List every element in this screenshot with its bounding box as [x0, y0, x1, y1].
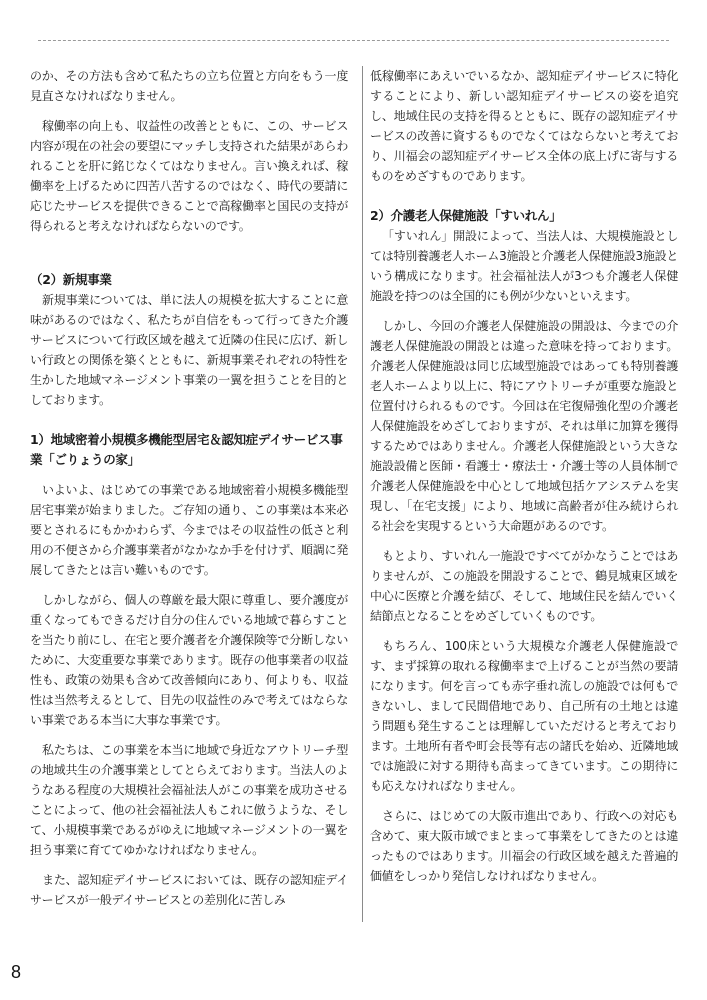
left-paragraph-1: のか、その方法も含めて私たちの立ち位置と方向をもう一度見直さなければなりません。	[30, 69, 348, 103]
right-paragraph-5: もちろん、100床という大規模な介護老人保健施設です、まず採算の取れる稼働率まで上げることが当然の要請になります。何を言っても赤字垂れ流しの施設では何もできないし、まして民間借地であり、自己所有の土地とは違う問題も発生することは理解していただけると考えております。土地所有者や町会長等有志の諸氏を始め、近隣地域では施設に対する期待も高まってきています。この期待にも応えなければなりません。	[370, 639, 678, 793]
right-paragraph-3: しかし、今回の介護老人保健施設の開設は、今までの介護老人保健施設の開設とは違った意味を持っております。介護老人保健施設は同じ広域型施設ではあっても特別養護老人ホームより以上に、特にアウトリーチが重要な施設と位置付けられるものです。今回は在宅復帰強化型の介護老人保健施設をめざしておりますが、それは単に加算を獲得するためではありません。介護老人保健施設という大きな施設設備と医師・看護士・療法士・介護士等の人員体制で介護老人保健施設を中心として地域包括ケアシステムを実現し、「在宅支援」により、地域に高齢者が住み続けられる社会を実現するという大命題があるのです。	[370, 319, 678, 533]
left-column	[30, 66, 348, 910]
subheading-suiren: 2）介護老人保健施設「すいれん」	[370, 208, 562, 223]
right-paragraph-2: 「すいれん」開設によって、当法人は、大規模施設としては特別養護老人ホーム3施設と介護老人保健施設3施設という構成になります。社会福祉法人が3つも介護老人保健施設を持つのは全国的にも例が少ないといえます。	[370, 229, 678, 303]
right-paragraph-4: もとより、すいれん一施設ですべてがかなうことではありませんが、この施設を開設することで、鶴見城東区域を中心に医療と介護を結び、そして、地域住民を結んでいく結節点となることをめざしていくものです。	[370, 549, 678, 623]
section-heading-new-business: （2）新規事業	[30, 272, 112, 287]
left-paragraph-3: 新規事業については、単に法人の規模を拡大することに意味があるのではなく、私たちが自信をもって行ってきた介護サービスについて行政区域を越えて近隣の住民に広げ、新しい行政との関係を築くとともに、新規事業それぞれの特性を生かした地域マネージメント事業の一翼を担うことを目的としております。	[30, 293, 348, 407]
left-paragraph-7: また、認知症デイサービスにおいては、既存の認知症デイサービスが一般デイサービスとの差別化に苦しみ	[30, 873, 348, 907]
left-paragraph-5: しかしながら、個人の尊厳を最大限に尊重し、要介護度が重くなってもできるだけ自分の住んでいる地域で暮らすことを当たり前にし、在宅と要介護者を介護保険等で分断しないために、大変重要な事業であります。既存の他事業者の収益性も、政策の効果も含めて改善傾向にあり、何よりも、収益性は当然考えるとして、目先の収益性のみで考えてはならない事業である本当に大事な事業です。	[30, 593, 348, 727]
right-paragraph-6: さらに、はじめての大阪市進出であり、行政への対応も含めて、東大阪市域でまとまって事業をしてきたのとは違ったものではあります。川福会の行政区域を越えた普遍的価値をしっかり発信しなければなりません。	[370, 809, 678, 883]
left-paragraph-4: いよいよ、はじめての事業である地域密着小規模多機能型居宅事業が始まりました。ご存知の通り、この事業は本来必要とされるにもかかわらず、今まではその収益性の低さと利用の不便さから介護事業者がなかなか手を付けず、順調に発展してきたとは言い難いものです。	[30, 483, 348, 577]
column-divider	[362, 66, 363, 922]
left-paragraph-6: 私たちは、この事業を本当に地域で身近なアウトリーチ型の地域共生の介護事業としてとらえております。当法人のようなある程度の大規模社会福祉法人がこの事業を成功させることによって、他の社会福祉法人もこれに倣うような、そして、小規模事業であるがゆえに地域マネージメントの一翼を担う事業に育ててゆかなければなりません。	[30, 743, 348, 857]
right-column	[370, 66, 678, 886]
page-number: 8	[11, 962, 22, 982]
left-paragraph-2: 稼働率の向上も、収益性の改善とともに、この、サービス内容が現在の社会の要望にマッチし支持された結果があらわれることを肝に銘じなくてはなりません。言い換えれば、稼働率を上げるために四苦八苦するのではなく、時代の要請に応じたサービスを提供できることで高稼働率と国民の支持が得られると考えなければならないのです。	[30, 119, 348, 233]
subheading-goryou-no-ie: 1）地域密着小規模多機能型居宅＆認知症デイサービス事業「ごりょうの家」	[30, 432, 343, 467]
header-rule	[38, 40, 669, 41]
right-paragraph-1: 低稼働率にあえいでいるなか、認知症デイサービスに特化することにより、新しい認知症デイサービスの姿を追究し、地域住民の支持を得るとともに、既存の認知症デイサービスの改善に資するものでなくてはならないと考えており、川福会の認知症デイサービス全体の底上げに寄与するものをめざすものであります。	[370, 69, 678, 183]
